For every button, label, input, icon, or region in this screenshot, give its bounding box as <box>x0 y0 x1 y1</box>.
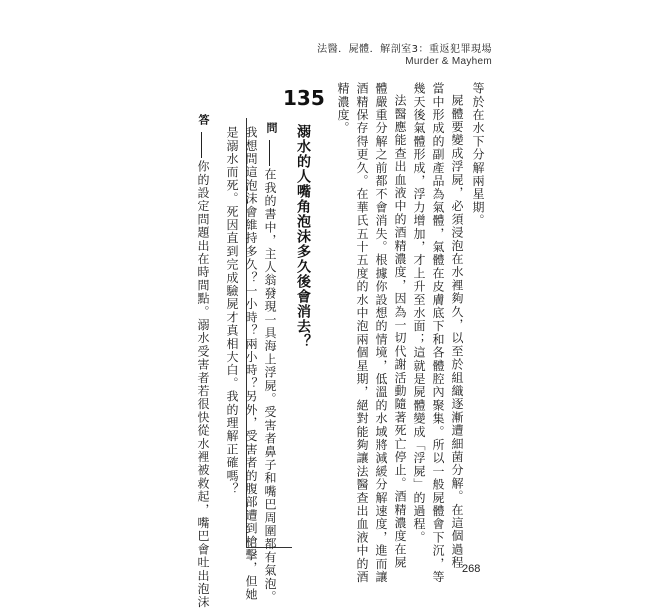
body-column: 等於在水下分解兩星期。 <box>471 82 485 228</box>
running-header-title: 法醫．屍體．解剖室3：重返犯罪現場 <box>317 44 492 55</box>
chapter-number: 135 <box>283 86 325 110</box>
body-column: 幾天後氣體形成，浮力增加，才上升至水面；這就是屍體變成「浮屍」的過程。 <box>412 82 426 544</box>
question-label: 問 <box>265 122 278 133</box>
answer-column: 你的設定問題出在時間點。溺水受害者若很快從水裡被救起，嘴巴會吐出泡沫 <box>196 160 210 609</box>
body-column: 精濃度。 <box>336 82 350 135</box>
answer-label: 答 <box>197 114 210 125</box>
chapter-title: 溺水的人嘴角泡沫多久後會消去？ <box>295 124 311 349</box>
question-column: 是溺水而死。死因直到完成驗屍才真相大白。我的理解正確嗎？ <box>225 126 239 496</box>
answer-dash <box>201 132 202 158</box>
question-dash <box>269 140 270 166</box>
body-column: 屍體要變成浮屍，必須浸泡在水裡夠久，以至於組織逐漸遭細菌分解。在這個過程 <box>450 94 464 570</box>
question-column: 我想問這泡沫會維持多久？一小時？兩小時？另外，受害者的腹部遭到槍擊，但她 <box>244 126 258 602</box>
body-column: 體嚴重分解之前都不會消失。根據你設想的情境，低溫的水域將減緩分解速度，進而讓 <box>374 82 388 584</box>
body-column: 酒精保存得更久。在華氏五十五度的水中泡兩個星期，絕對能夠讓法醫查出血液中的酒 <box>355 82 369 584</box>
running-header-subtitle: Murder & Mayhem <box>405 56 492 67</box>
body-column: 法醫應能查出血液中的酒精濃度，因為一切代謝活動隨著死亡停止。酒精濃度在屍 <box>393 94 407 570</box>
question-column: 在我的書中，主人翁發現一具海上浮屍。受害者鼻子和嘴巴周圍都有氣泡。 <box>263 168 277 604</box>
body-column: 當中形成的副產品為氣體，氣體在皮膚底下和各體腔內聚集。所以一般屍體會下沉，等 <box>431 82 445 584</box>
page-number: 268 <box>462 563 481 575</box>
